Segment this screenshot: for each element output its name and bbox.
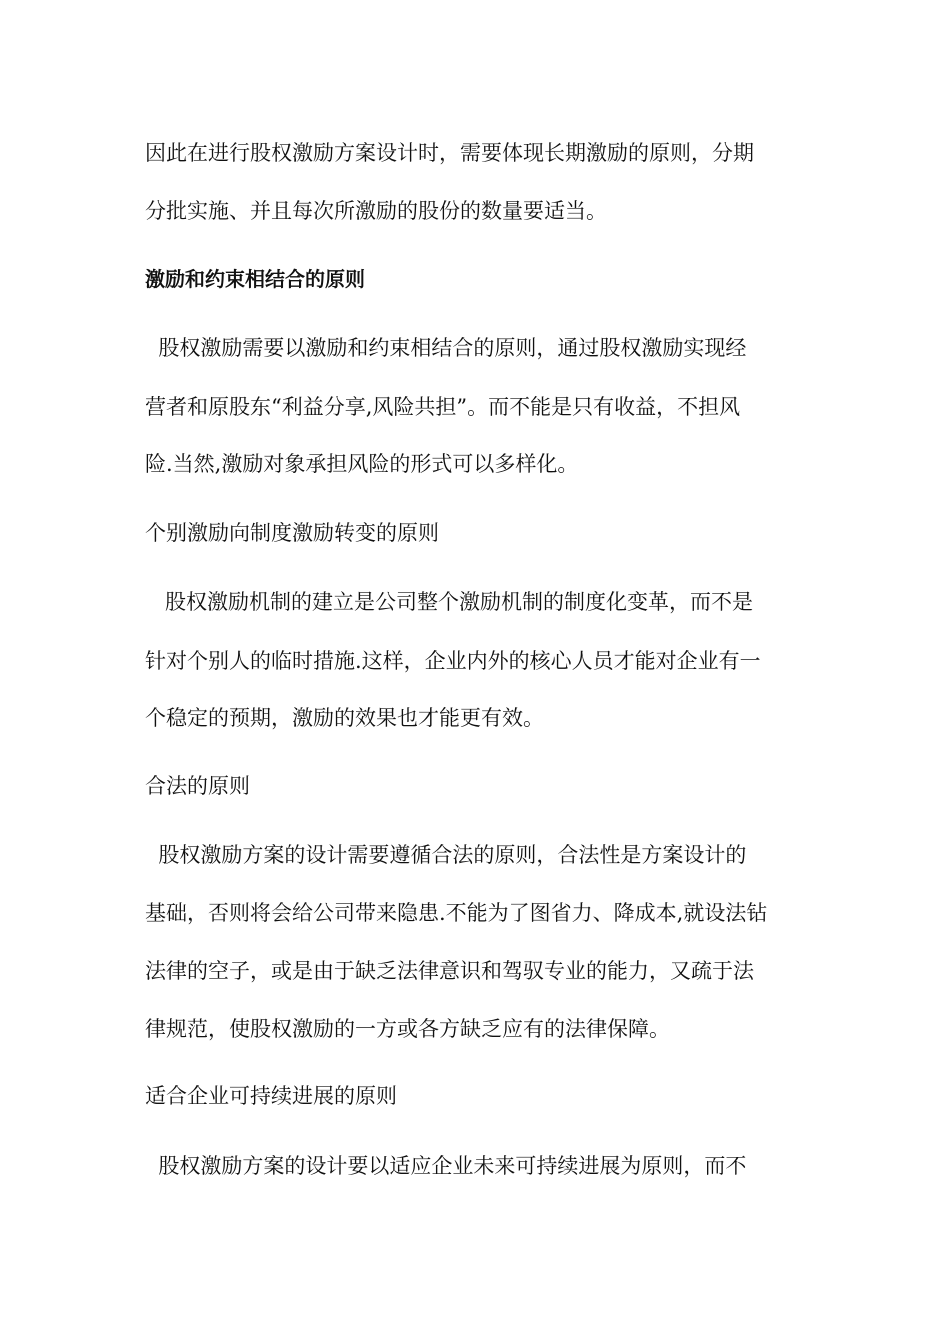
section3-paragraph-line: 股权激励方案的设计需要遵循合法的原则，合法性是方案设计的: [145, 843, 747, 867]
section2-paragraph-line: 针对个别人的临时措施.这样，企业内外的核心人员才能对企业有一: [145, 649, 761, 673]
section-heading-sustainable-development: 适合企业可持续进展的原则: [145, 1084, 397, 1108]
section3-paragraph-line: 基础，否则将会给公司带来隐患.不能为了图省力、降成本,就设法钻: [145, 901, 768, 925]
section2-paragraph-line: 个稳定的预期，激励的效果也才能更有效。: [145, 706, 544, 730]
section3-paragraph-line: 律规范，使股权激励的一方或各方缺乏应有的法律保障。: [145, 1017, 670, 1041]
section1-paragraph-line: 营者和原股东“利益分享,风险共担”。而不能是只有收益，不担风: [145, 395, 741, 419]
section1-paragraph-line: 股权激励需要以激励和约束相结合的原则，通过股权激励实现经: [145, 336, 747, 360]
intro-paragraph-line: 分批实施、并且每次所激励的股份的数量要适当。: [145, 199, 607, 223]
section4-paragraph-line: 股权激励方案的设计要以适应企业未来可持续进展为原则，而不: [145, 1154, 747, 1178]
section-heading-individual-to-institutional: 个别激励向制度激励转变的原则: [145, 521, 439, 545]
section2-paragraph-line: 股权激励机制的建立是公司整个激励机制的制度化变革，而不是: [145, 590, 754, 614]
section3-paragraph-line: 法律的空子，或是由于缺乏法律意识和驾驭专业的能力，又疏于法: [145, 959, 754, 983]
intro-paragraph-line: 因此在进行股权激励方案设计时，需要体现长期激励的原则，分期: [145, 141, 754, 165]
section-heading-legal: 合法的原则: [145, 774, 250, 798]
section-heading-incentive-constraint: 激励和约束相结合的原则: [145, 267, 365, 291]
section1-paragraph-line: 险.当然,激励对象承担风险的形式可以多样化。: [145, 452, 579, 476]
